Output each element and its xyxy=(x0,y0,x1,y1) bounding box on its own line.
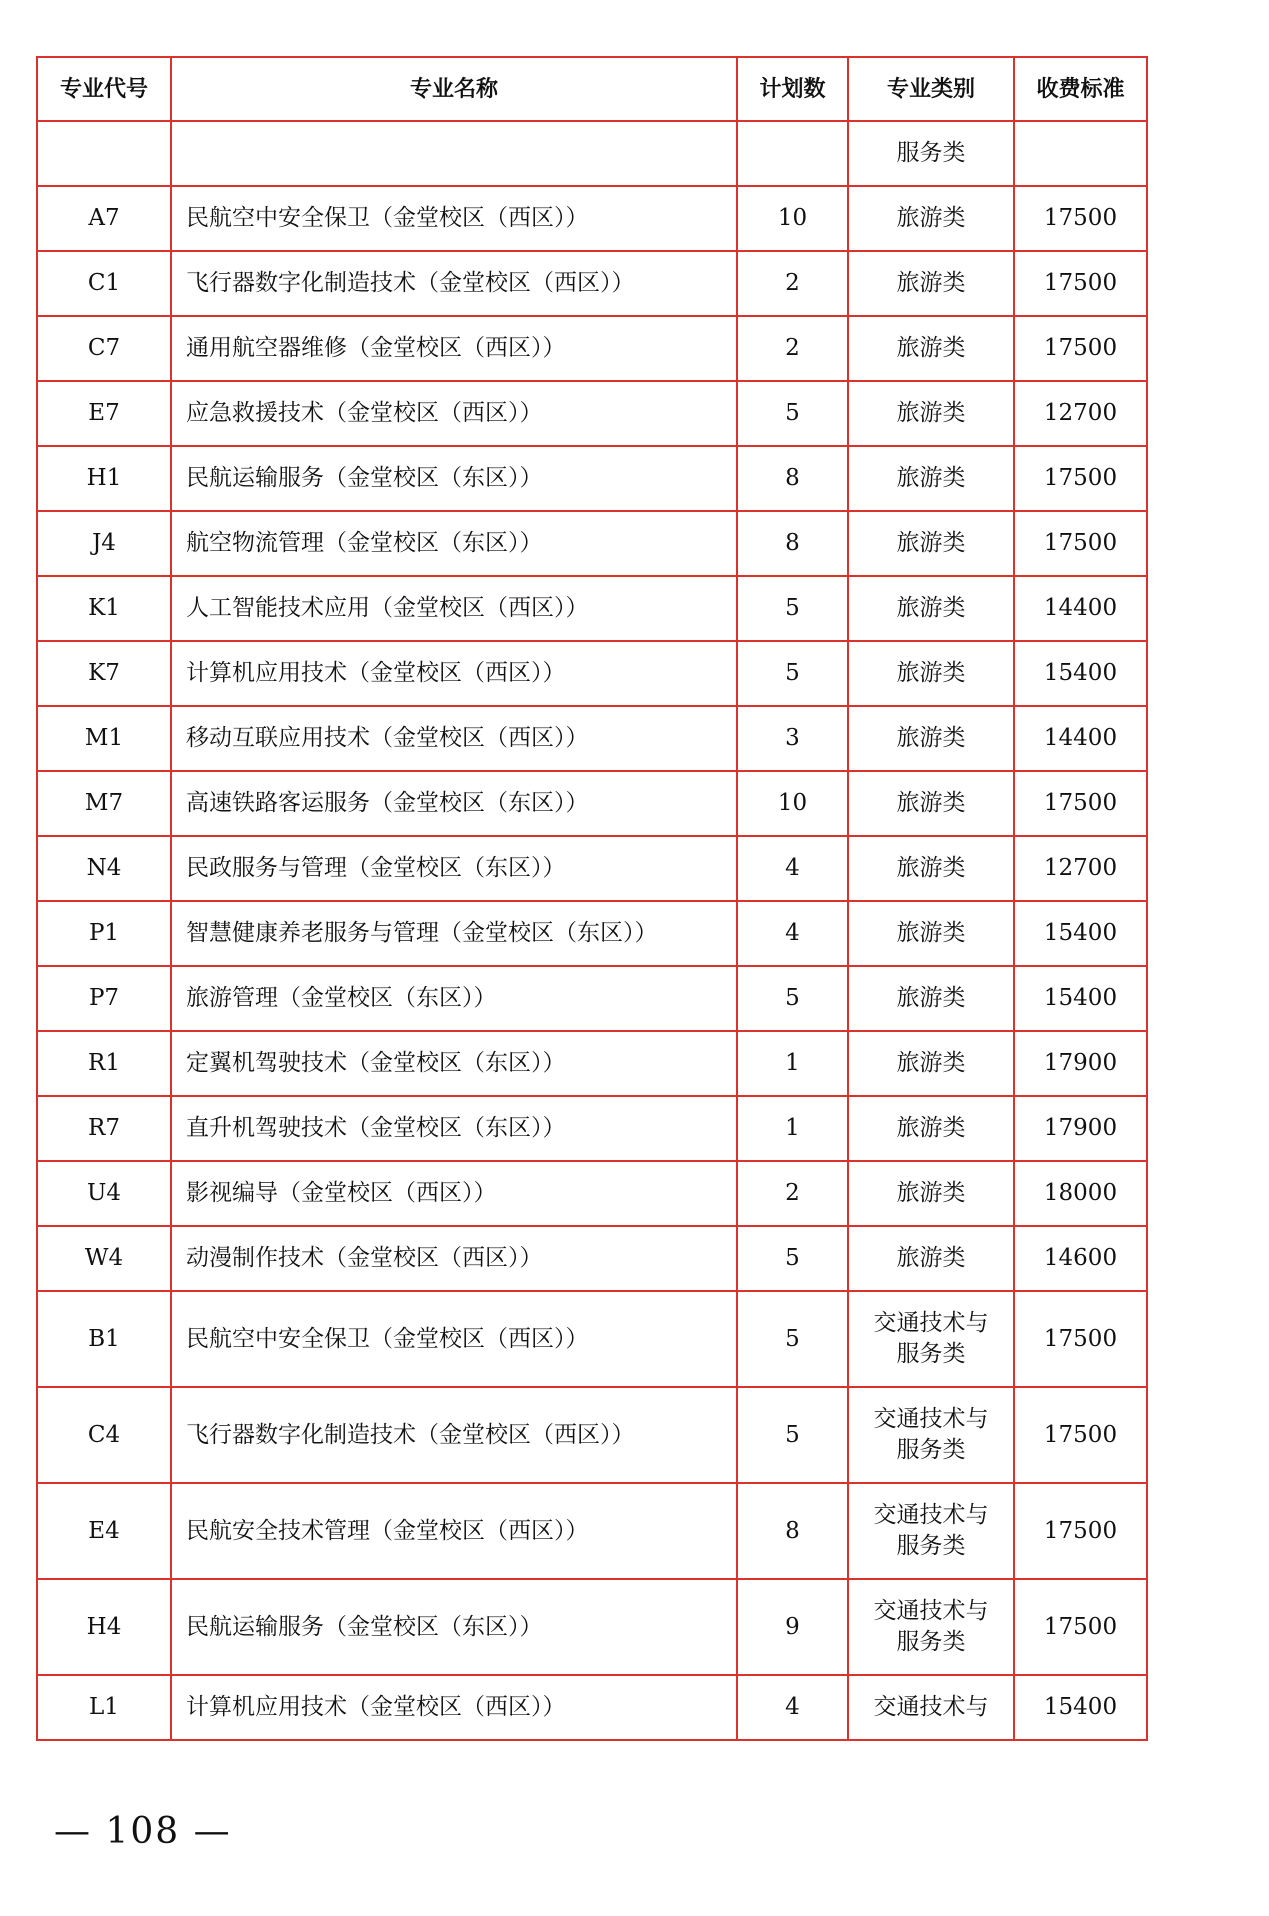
cell-major-category: 旅游类 xyxy=(848,251,1014,316)
cell-major-name: 民政服务与管理（金堂校区（东区）） xyxy=(171,836,737,901)
cell-fee-standard: 17500 xyxy=(1014,446,1147,511)
cell-plan-count: 8 xyxy=(737,446,848,511)
cell-major-category: 交通技术与 xyxy=(848,1675,1014,1740)
cell-major-category: 服务类 xyxy=(848,121,1014,186)
table-row xyxy=(37,381,1147,446)
table-row xyxy=(37,1291,1147,1387)
cell-major-category: 旅游类 xyxy=(848,771,1014,836)
cell-fee-standard: 14400 xyxy=(1014,706,1147,771)
cell-fee-standard: 17500 xyxy=(1014,1291,1147,1387)
cell-plan-count: 5 xyxy=(737,966,848,1031)
cell-major-category: 交通技术与 服务类 xyxy=(848,1387,1014,1483)
cell-major-name: 影视编导（金堂校区（西区）） xyxy=(171,1161,737,1226)
cell-major-code: P1 xyxy=(37,901,171,966)
cell-major-name xyxy=(171,121,737,186)
table-row xyxy=(37,1675,1147,1740)
cell-major-name: 飞行器数字化制造技术（金堂校区（西区）） xyxy=(171,251,737,316)
cell-major-name: 定翼机驾驶技术（金堂校区（东区）） xyxy=(171,1031,737,1096)
cell-major-name: 移动互联应用技术（金堂校区（西区）） xyxy=(171,706,737,771)
cell-plan-count: 5 xyxy=(737,381,848,446)
cell-major-code: H1 xyxy=(37,446,171,511)
cell-major-code: U4 xyxy=(37,1161,171,1226)
cell-major-name: 旅游管理（金堂校区（东区）） xyxy=(171,966,737,1031)
cell-major-code: C7 xyxy=(37,316,171,381)
header-major-code: 专业代号 xyxy=(37,57,171,121)
cell-major-code: P7 xyxy=(37,966,171,1031)
cell-major-category: 旅游类 xyxy=(848,1161,1014,1226)
cell-major-name: 民航空中安全保卫（金堂校区（西区）） xyxy=(171,186,737,251)
cell-fee-standard: 17500 xyxy=(1014,316,1147,381)
table-row xyxy=(37,771,1147,836)
cell-plan-count: 1 xyxy=(737,1096,848,1161)
table-row xyxy=(37,836,1147,901)
cell-major-code: H4 xyxy=(37,1579,171,1675)
cell-major-name: 通用航空器维修（金堂校区（西区）） xyxy=(171,316,737,381)
cell-fee-standard: 17500 xyxy=(1014,1387,1147,1483)
cell-fee-standard: 17500 xyxy=(1014,1579,1147,1675)
cell-fee-standard: 18000 xyxy=(1014,1161,1147,1226)
cell-plan-count: 4 xyxy=(737,901,848,966)
cell-major-category: 旅游类 xyxy=(848,706,1014,771)
table-row xyxy=(37,1161,1147,1226)
cell-plan-count: 8 xyxy=(737,1483,848,1579)
cell-major-name: 高速铁路客运服务（金堂校区（东区）） xyxy=(171,771,737,836)
header-major-name: 专业名称 xyxy=(171,57,737,121)
cell-major-name: 民航运输服务（金堂校区（东区）） xyxy=(171,1579,737,1675)
table-row xyxy=(37,446,1147,511)
cell-plan-count: 2 xyxy=(737,316,848,381)
cell-major-category: 旅游类 xyxy=(848,641,1014,706)
cell-plan-count: 10 xyxy=(737,771,848,836)
header-fee-standard: 收费标准 xyxy=(1014,57,1147,121)
cell-fee-standard: 17500 xyxy=(1014,511,1147,576)
cell-fee-standard: 12700 xyxy=(1014,381,1147,446)
cell-plan-count: 4 xyxy=(737,1675,848,1740)
cell-plan-count: 5 xyxy=(737,1387,848,1483)
table-row xyxy=(37,511,1147,576)
cell-fee-standard xyxy=(1014,121,1147,186)
cell-major-category: 旅游类 xyxy=(848,381,1014,446)
cell-major-name: 飞行器数字化制造技术（金堂校区（西区）） xyxy=(171,1387,737,1483)
cell-fee-standard: 17900 xyxy=(1014,1096,1147,1161)
cell-fee-standard: 15400 xyxy=(1014,966,1147,1031)
table-row xyxy=(37,251,1147,316)
table-row xyxy=(37,641,1147,706)
cell-major-name: 人工智能技术应用（金堂校区（西区）） xyxy=(171,576,737,641)
cell-fee-standard: 15400 xyxy=(1014,641,1147,706)
cell-major-code: B1 xyxy=(37,1291,171,1387)
cell-plan-count: 1 xyxy=(737,1031,848,1096)
cell-major-category: 交通技术与 服务类 xyxy=(848,1291,1014,1387)
table-row xyxy=(37,186,1147,251)
cell-major-name: 民航空中安全保卫（金堂校区（西区）） xyxy=(171,1291,737,1387)
cell-plan-count: 2 xyxy=(737,1161,848,1226)
cell-major-name: 应急救援技术（金堂校区（西区）） xyxy=(171,381,737,446)
cell-fee-standard: 15400 xyxy=(1014,1675,1147,1740)
cell-major-category: 旅游类 xyxy=(848,1226,1014,1291)
cell-major-category: 旅游类 xyxy=(848,576,1014,641)
table-row xyxy=(37,121,1147,186)
cell-plan-count: 4 xyxy=(737,836,848,901)
cell-plan-count: 2 xyxy=(737,251,848,316)
table-row xyxy=(37,1226,1147,1291)
table-row xyxy=(37,1031,1147,1096)
cell-plan-count: 8 xyxy=(737,511,848,576)
cell-plan-count: 5 xyxy=(737,1291,848,1387)
cell-major-code: C1 xyxy=(37,251,171,316)
cell-fee-standard: 14400 xyxy=(1014,576,1147,641)
cell-major-code: E4 xyxy=(37,1483,171,1579)
cell-major-name: 民航安全技术管理（金堂校区（西区）） xyxy=(171,1483,737,1579)
cell-major-code: R1 xyxy=(37,1031,171,1096)
cell-major-code: M1 xyxy=(37,706,171,771)
cell-major-name: 动漫制作技术（金堂校区（西区）） xyxy=(171,1226,737,1291)
cell-major-category: 旅游类 xyxy=(848,1031,1014,1096)
table-row xyxy=(37,316,1147,381)
cell-fee-standard: 17500 xyxy=(1014,771,1147,836)
cell-fee-standard: 17500 xyxy=(1014,186,1147,251)
cell-major-name: 民航运输服务（金堂校区（东区）） xyxy=(171,446,737,511)
header-major-category: 专业类别 xyxy=(848,57,1014,121)
table-row xyxy=(37,1387,1147,1483)
cell-major-name: 智慧健康养老服务与管理（金堂校区（东区）） xyxy=(171,901,737,966)
cell-major-code: J4 xyxy=(37,511,171,576)
enrollment-plan-table xyxy=(36,56,1148,1741)
cell-plan-count: 5 xyxy=(737,576,848,641)
cell-major-category: 旅游类 xyxy=(848,836,1014,901)
table-row xyxy=(37,1483,1147,1579)
cell-major-category: 旅游类 xyxy=(848,446,1014,511)
table-body xyxy=(37,121,1147,1740)
cell-fee-standard: 17500 xyxy=(1014,1483,1147,1579)
cell-fee-standard: 15400 xyxy=(1014,901,1147,966)
cell-fee-standard: 17500 xyxy=(1014,251,1147,316)
cell-plan-count: 10 xyxy=(737,186,848,251)
cell-major-category: 旅游类 xyxy=(848,966,1014,1031)
cell-fee-standard: 17900 xyxy=(1014,1031,1147,1096)
table-row xyxy=(37,1579,1147,1675)
cell-major-code: M7 xyxy=(37,771,171,836)
cell-plan-count: 9 xyxy=(737,1579,848,1675)
cell-major-code: E7 xyxy=(37,381,171,446)
cell-major-code: R7 xyxy=(37,1096,171,1161)
cell-major-code: N4 xyxy=(37,836,171,901)
table-row xyxy=(37,576,1147,641)
cell-major-code: W4 xyxy=(37,1226,171,1291)
cell-major-name: 计算机应用技术（金堂校区（西区）） xyxy=(171,641,737,706)
cell-major-category: 旅游类 xyxy=(848,316,1014,381)
cell-major-category: 旅游类 xyxy=(848,1096,1014,1161)
cell-major-category: 旅游类 xyxy=(848,186,1014,251)
cell-major-code: K1 xyxy=(37,576,171,641)
cell-major-category: 旅游类 xyxy=(848,901,1014,966)
cell-major-code: C4 xyxy=(37,1387,171,1483)
table-row xyxy=(37,901,1147,966)
cell-major-category: 交通技术与 服务类 xyxy=(848,1579,1014,1675)
cell-major-name: 直升机驾驶技术（金堂校区（东区）） xyxy=(171,1096,737,1161)
cell-fee-standard: 12700 xyxy=(1014,836,1147,901)
cell-major-code: K7 xyxy=(37,641,171,706)
table-row xyxy=(37,966,1147,1031)
header-plan-count: 计划数 xyxy=(737,57,848,121)
cell-plan-count xyxy=(737,121,848,186)
cell-major-name: 计算机应用技术（金堂校区（西区）） xyxy=(171,1675,737,1740)
page-number: — 108 — xyxy=(54,1811,232,1852)
table-row xyxy=(37,706,1147,771)
cell-major-code: L1 xyxy=(37,1675,171,1740)
cell-major-category: 旅游类 xyxy=(848,511,1014,576)
cell-major-category: 交通技术与 服务类 xyxy=(848,1483,1014,1579)
cell-plan-count: 5 xyxy=(737,641,848,706)
cell-plan-count: 3 xyxy=(737,706,848,771)
cell-major-name: 航空物流管理（金堂校区（东区）） xyxy=(171,511,737,576)
table-row xyxy=(37,1096,1147,1161)
cell-fee-standard: 14600 xyxy=(1014,1226,1147,1291)
cell-major-code: A7 xyxy=(37,186,171,251)
cell-plan-count: 5 xyxy=(737,1226,848,1291)
cell-major-code xyxy=(37,121,171,186)
table-header-row xyxy=(37,57,1147,121)
